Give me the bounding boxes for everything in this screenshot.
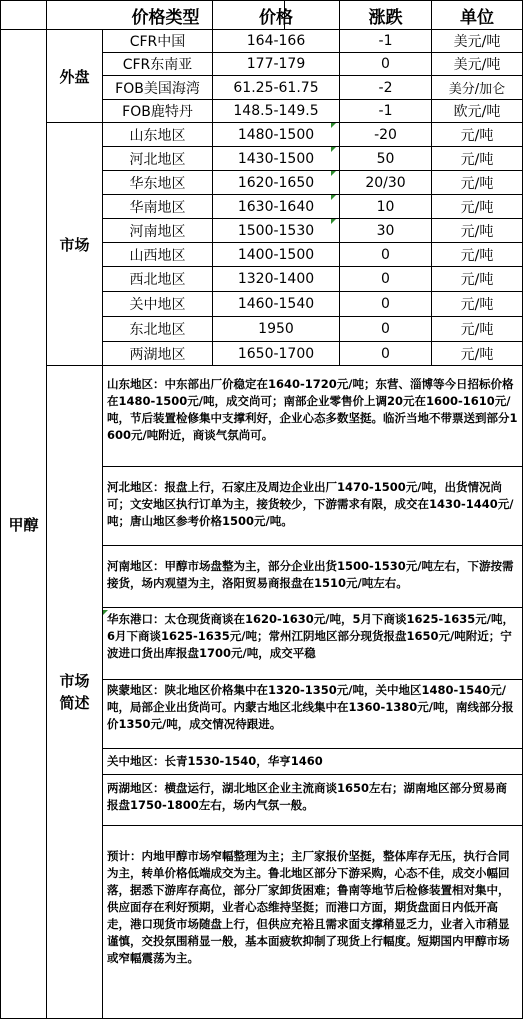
overseas-price: 148.5-149.5	[212, 99, 340, 123]
comment-marker	[331, 147, 336, 152]
market-change: -20	[339, 122, 432, 147]
header-cell-blank	[0, 0, 47, 30]
overseas-change: -1	[339, 99, 432, 123]
group-overseas: 外盘	[46, 29, 103, 123]
comment-marker	[331, 195, 336, 200]
market-price: 1400-1500	[212, 242, 340, 267]
market-name: 华东地区	[102, 170, 213, 195]
note-shandong: 山东地区：中东部出厂价稳定在1640-1720元/吨；东营、淄博等今日招标价格在1480-1500元/吨，成交尚可；南部企业零售价上调20元在1600-1610元/吨，节后装置检修集中支撑利好，企业心态多数坚挺。临沂当地不带票送到部分1600元/吨附近，商谈气氛尚可。	[102, 365, 523, 467]
comment-marker	[331, 219, 336, 224]
note-lianghu: 两湖地区：横盘运行，湖北地区企业主流商谈1650左右；湖南地区部分贸易商报盘1750-1800左右，场内气氛一般。	[102, 774, 523, 826]
market-price: 1620-1650	[212, 170, 340, 195]
market-price: 1500-1530	[212, 218, 340, 243]
overseas-price: 61.25-61.75	[212, 75, 340, 100]
header-price-type: 价格类型	[46, 0, 285, 30]
market-name: 西北地区	[102, 266, 213, 292]
market-unit: 元/吨	[431, 266, 523, 292]
market-change: 0	[339, 341, 432, 366]
group-summary-line1: 市场	[59, 672, 90, 690]
overseas-unit: 美元/吨	[431, 29, 523, 53]
overseas-change: 0	[339, 52, 432, 76]
header-price: 价格	[212, 0, 340, 30]
overseas-change: -2	[339, 75, 432, 100]
market-name: 山东地区	[102, 122, 213, 147]
market-name: 东北地区	[102, 316, 213, 342]
market-change: 0	[339, 291, 432, 317]
market-price: 1320-1400	[212, 266, 340, 292]
market-price: 1950	[212, 316, 340, 342]
market-change: 20/30	[339, 170, 432, 195]
market-change: 10	[339, 194, 432, 219]
comment-marker	[331, 123, 336, 128]
market-unit: 元/吨	[431, 242, 523, 267]
group-summary	[46, 365, 103, 1019]
market-change: 0	[339, 242, 432, 267]
overseas-unit: 美分/加仑	[431, 75, 523, 100]
market-change: 0	[339, 266, 432, 292]
market-name: 关中地区	[102, 291, 213, 317]
market-unit: 元/吨	[431, 194, 523, 219]
product-label: 甲醇	[0, 29, 47, 1019]
market-unit: 元/吨	[431, 170, 523, 195]
market-unit: 元/吨	[431, 146, 523, 171]
market-unit: 元/吨	[431, 122, 523, 147]
note-shaanxi-inner-mongolia: 陕蒙地区：陕北地区价格集中在1320-1350元/吨，关中地区1480-1540元/吨，局部企业出货尚可。内蒙古地区北线集中在1360-1380元/吨，南线部分报价1350元/吨，成交情况待跟进。	[102, 679, 523, 749]
market-name: 河北地区	[102, 146, 213, 171]
overseas-price: 177-179	[212, 52, 340, 76]
market-name: 河南地区	[102, 218, 213, 243]
header-unit: 单位	[431, 0, 523, 30]
overseas-unit: 美元/吨	[431, 52, 523, 76]
market-unit: 元/吨	[431, 218, 523, 243]
market-price: 1460-1540	[212, 291, 340, 317]
overseas-price: 164-166	[212, 29, 340, 53]
overseas-name: FOB鹿特丹	[102, 99, 213, 123]
group-summary-line2: 简述	[59, 694, 90, 712]
market-price: 1630-1640	[212, 194, 340, 219]
market-change: 30	[339, 218, 432, 243]
comment-marker	[331, 171, 336, 176]
note-guanzhong: 关中地区：长青1530-1540，华亨1460	[102, 748, 523, 775]
market-change: 50	[339, 146, 432, 171]
market-price: 1430-1500	[212, 146, 340, 171]
market-name: 山西地区	[102, 242, 213, 267]
note-forecast: 预计：内地甲醇市场窄幅整理为主；主厂家报价坚挺，整体库存无压，执行合同为主，转单价格低端成交为主。鲁北地区部分下游采购，心态不佳，成交小幅回落，据悉下游库存高位，部分厂家卸货困难；鲁南等地节后检修装置相对集中，供应面存在利好预期，业者心态维持坚挺；而港口方面，期货盘面日内低开高走，港口现货市场随盘上行，但供应充裕且需求面支撑稍显乏力，业者入市稍显谨慎，交投氛围稍显一般，基本面疲软抑制了现货上行幅度。短期国内甲醇市场或窄幅震荡为主。	[102, 825, 523, 1019]
overseas-change: -1	[339, 29, 432, 53]
note-east-china-port: 华东港口：太仓现货商谈在1620-1630元/吨，5月下商谈1625-1635元/吨，6月下商谈1625-1635元/吨；常州江阴地区部分现货报盘1650元/吨附近；宁波进口货出库报盘1700元/吨，成交平稳	[102, 607, 523, 680]
overseas-name: CFR东南亚	[102, 52, 213, 76]
market-name: 两湖地区	[102, 341, 213, 366]
overseas-unit: 欧元/吨	[431, 99, 523, 123]
market-price: 1650-1700	[212, 341, 340, 366]
market-price: 1480-1500	[212, 122, 340, 147]
group-market: 市场	[46, 122, 103, 366]
market-unit: 元/吨	[431, 291, 523, 317]
overseas-name: FOB美国海湾	[102, 75, 213, 100]
market-unit: 元/吨	[431, 341, 523, 366]
overseas-name: CFR中国	[102, 29, 213, 53]
note-henan: 河南地区：甲醇市场盘整为主，部分企业出货1500-1530元/吨左右，下游按需接货，场内观望为主，洛阳贸易商报盘在1510元/吨左右。	[102, 545, 523, 608]
header-change: 涨跌	[339, 0, 432, 30]
market-name: 华南地区	[102, 194, 213, 219]
note-hebei: 河北地区：报盘上行，石家庄及周边企业出厂1470-1500元/吨，出货情况尚可；文安地区执行订单为主，接货较少，下游需求有限，成交在1430-1440元/吨；唐山地区参考价格1500元/吨。	[102, 466, 523, 546]
market-unit: 元/吨	[431, 316, 523, 342]
market-change: 0	[339, 316, 432, 342]
